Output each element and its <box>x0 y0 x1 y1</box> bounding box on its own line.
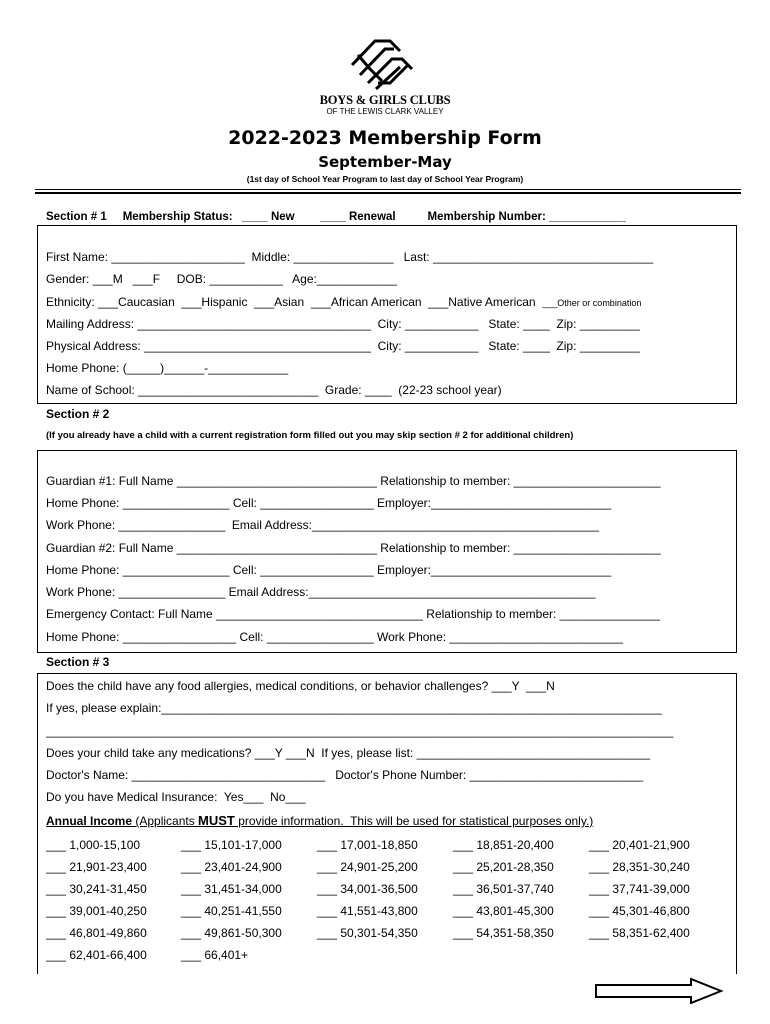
right-arrow-icon[interactable] <box>594 978 724 1004</box>
income-option[interactable]: ___ 41,551-43,800 <box>317 904 418 918</box>
income-option[interactable]: ___ 30,241-31,450 <box>46 882 147 896</box>
mailing-address-fields[interactable]: Mailing Address: ___________________________________ City: ___________ State: ____ Zip: _________ <box>46 317 640 331</box>
allergies-question[interactable]: Does the child have any food allergies, medical conditions, or behavior challenges? ___Y ___N <box>46 679 555 693</box>
form-title: 2022-2023 Membership Form <box>228 127 542 149</box>
income-note-a: (Applicants <box>132 814 199 828</box>
income-option[interactable]: ___ 23,401-24,900 <box>181 860 282 874</box>
ethnicity-fields[interactable] <box>46 295 641 309</box>
income-option[interactable]: ___ 37,741-39,000 <box>589 882 690 896</box>
income-option[interactable]: ___ 66,401+ <box>181 948 249 962</box>
program-note: (1st day of School Year Program to last day of School Year Program) <box>246 174 524 184</box>
income-must: MUST <box>198 813 235 828</box>
org-subtitle: OF THE LEWIS CLARK VALLEY <box>326 107 444 116</box>
income-option[interactable]: ___ 50,301-54,350 <box>317 926 418 940</box>
income-label: Annual Income <box>46 814 133 828</box>
guardian2-work-email-fields[interactable]: Work Phone: ________________ Email Address:___________________________________________ <box>46 585 596 599</box>
income-option[interactable]: ___ 36,501-37,740 <box>453 882 554 896</box>
guardian2-phone-fields[interactable]: Home Phone: ________________ Cell: _________________ Employer:___________________________ <box>46 563 612 577</box>
income-option[interactable]: ___ 15,101-17,000 <box>181 838 282 852</box>
section2-title: Section # 2 <box>46 407 110 421</box>
section3-title: Section # 3 <box>46 655 110 669</box>
gender-dob-age-fields[interactable]: Gender: ___M ___F DOB: ___________ Age:____________ <box>46 272 397 286</box>
guardian1-work-email-fields[interactable]: Work Phone: ________________ Email Address:___________________________________________ <box>46 518 599 532</box>
guardian2-name-field[interactable]: Guardian #2: Full Name ______________________________ Relationship to member: ______________________ <box>46 541 661 555</box>
income-option[interactable]: ___ 21,901-23,400 <box>46 860 147 874</box>
income-option[interactable]: ___ 31,451-34,000 <box>181 882 282 896</box>
section1-header: Section # 1 Membership Status: ____ New ____ Renewal Membership Number: ____________ <box>46 211 626 223</box>
divider <box>35 192 741 194</box>
income-option[interactable]: ___ 20,401-21,900 <box>589 838 690 852</box>
income-option[interactable]: ___ 39,001-40,250 <box>46 904 147 918</box>
income-option[interactable]: ___ 25,201-28,350 <box>453 860 554 874</box>
income-option[interactable]: ___ 45,301-46,800 <box>589 904 690 918</box>
name-fields[interactable]: First Name: ____________________ Middle: _______________ Last: _________________________________ <box>46 250 654 264</box>
income-option[interactable]: ___ 28,351-30,240 <box>589 860 690 874</box>
guardian1-phone-fields[interactable]: Home Phone: ________________ Cell: _________________ Employer:___________________________ <box>46 496 612 510</box>
income-option[interactable]: ___ 58,351-62,400 <box>589 926 690 940</box>
income-option[interactable]: ___ 43,801-45,300 <box>453 904 554 918</box>
income-header <box>46 813 593 828</box>
income-option[interactable]: ___ 1,000-15,100 <box>46 838 141 852</box>
doctor-fields[interactable]: Doctor's Name: _____________________________ Doctor's Phone Number: __________________________ <box>46 768 644 782</box>
emergency-phone-fields[interactable]: Home Phone: _________________ Cell: ________________ Work Phone: __________________________ <box>46 630 623 644</box>
form-subtitle: September-May <box>318 153 452 171</box>
income-note-b: provide information. This will be used for statistical purposes only.) <box>234 814 594 828</box>
income-option[interactable]: ___ 49,861-50,300 <box>181 926 282 940</box>
income-option[interactable]: ___ 46,801-49,860 <box>46 926 147 940</box>
ethnicity-other: ___Other or combination <box>542 298 642 308</box>
income-option[interactable]: ___ 62,401-66,400 <box>46 948 147 962</box>
section2-note: (If you already have a child with a current registration form filled out you may skip section # 2 for additional children) <box>46 430 574 441</box>
school-grade-fields[interactable]: Name of School: ___________________________ Grade: ____ (22-23 school year) <box>46 383 502 397</box>
physical-address-fields[interactable]: Physical Address: __________________________________ City: ___________ State: ____ Zip: _________ <box>46 339 640 353</box>
insurance-question[interactable]: Do you have Medical Insurance: Yes___ No___ <box>46 790 306 804</box>
income-option[interactable]: ___ 18,851-20,400 <box>453 838 554 852</box>
income-option[interactable]: ___ 34,001-36,500 <box>317 882 418 896</box>
org-name: BOYS & GIRLS CLUBS <box>319 93 451 107</box>
home-phone-field[interactable]: Home Phone: (_____)______-____________ <box>46 361 289 375</box>
ethnicity-options: Ethnicity: ___Caucasian ___Hispanic ___Asian ___African American ___Native American <box>46 295 543 309</box>
income-option[interactable]: ___ 54,351-58,350 <box>453 926 554 940</box>
divider <box>35 189 741 190</box>
medications-question[interactable]: Does your child take any medications? ___Y ___N If yes, please list: ___________________________________ <box>46 746 651 760</box>
explain-field[interactable]: If yes, please explain:___________________________________________________________________________ <box>46 701 662 715</box>
boys-girls-clubs-logo <box>330 35 430 93</box>
income-option[interactable]: ___ 24,901-25,200 <box>317 860 418 874</box>
guardian1-name-field[interactable]: Guardian #1: Full Name ______________________________ Relationship to member: ______________________ <box>46 474 661 488</box>
emergency-contact-field[interactable]: Emergency Contact: Full Name _______________________________ Relationship to member: _______________ <box>46 607 660 621</box>
income-option[interactable]: ___ 40,251-41,550 <box>181 904 282 918</box>
explain-continuation-line[interactable]: ______________________________________________________________________________________________ <box>46 724 674 738</box>
income-option[interactable]: ___ 17,001-18,850 <box>317 838 418 852</box>
